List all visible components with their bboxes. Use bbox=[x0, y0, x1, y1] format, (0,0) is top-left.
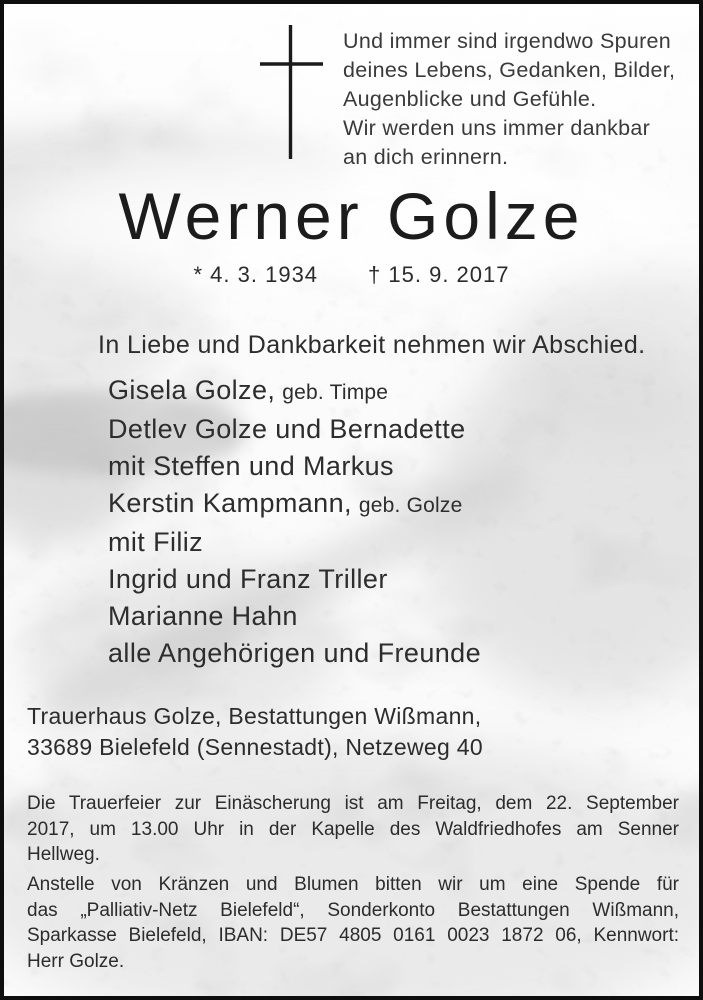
mourner-name: mit Steffen und Markus bbox=[108, 451, 394, 481]
quote-line: Augenblicke und Gefühle. bbox=[343, 87, 597, 111]
service-line: Hellweg. bbox=[27, 844, 100, 866]
donation-line: Herr Golze. bbox=[27, 951, 125, 973]
mourner-row bbox=[108, 485, 481, 524]
mourner-row bbox=[108, 598, 481, 635]
mourner-name: Gisela Golze, bbox=[108, 375, 276, 405]
donation-line: Sparkasse Bielefeld, IBAN: DE57 4805 0161 0023 1872 06, Kennwort: bbox=[27, 925, 679, 947]
mourner-row bbox=[108, 411, 481, 448]
donation-line: das „Palliativ-Netz Bielefeld“, Sonderkonto Bestattungen Wißmann, bbox=[27, 899, 679, 921]
mourner-note: geb. Golze bbox=[358, 494, 463, 517]
quote-line: an dich erinnern. bbox=[343, 145, 509, 169]
quote-line: Und immer sind irgendwo Spuren bbox=[343, 29, 672, 53]
service-line: Die Trauerfeier zur Einäscherung ist am Freitag, dem 22. September bbox=[27, 793, 679, 814]
mourner-note: geb. Timpe bbox=[282, 381, 389, 404]
cross-icon bbox=[260, 24, 326, 160]
mourner-name: Ingrid und Franz Triller bbox=[108, 564, 388, 594]
death-date: † 15. 9. 2017 bbox=[368, 262, 510, 287]
mourner-row bbox=[108, 524, 481, 561]
quote-line: deines Lebens, Gedanken, Bilder, bbox=[343, 58, 676, 82]
donation-line: Anstelle von Kränzen und Blumen bitten wir um eine Spende für bbox=[27, 874, 679, 895]
mourner-row bbox=[108, 448, 481, 485]
service-line: 2017, um 13.00 Uhr in der Kapelle des Waldfriedhofes am Senner bbox=[27, 818, 679, 840]
address-line: 33689 Bielefeld (Sennestadt), Netzeweg 40 bbox=[27, 734, 483, 760]
mourner-name: mit Filiz bbox=[108, 527, 204, 557]
memorial-quote bbox=[343, 27, 675, 172]
mourners-list bbox=[108, 372, 481, 672]
mourner-row bbox=[108, 561, 481, 598]
mourner-name: alle Angehörigen und Freunde bbox=[108, 638, 481, 668]
life-dates bbox=[4, 262, 699, 288]
deceased-name: Werner Golze bbox=[118, 179, 585, 253]
farewell-line: In Liebe und Dankbarkeit nehmen wir Abschied. bbox=[98, 331, 646, 359]
mourner-row bbox=[108, 372, 481, 411]
service-info bbox=[27, 791, 679, 868]
mourner-name: Kerstin Kampmann, bbox=[108, 488, 352, 518]
birth-date: * 4. 3. 1934 bbox=[193, 262, 319, 287]
mourner-name: Marianne Hahn bbox=[108, 601, 298, 631]
quote-line: Wir werden uns immer dankbar bbox=[343, 116, 651, 140]
funeral-home-address bbox=[27, 701, 483, 763]
mourner-row bbox=[108, 635, 481, 672]
mourner-name: Detlev Golze und Bernadette bbox=[108, 414, 466, 444]
address-line: Trauerhaus Golze, Bestattungen Wißmann, bbox=[27, 703, 482, 729]
donation-info bbox=[27, 872, 679, 975]
